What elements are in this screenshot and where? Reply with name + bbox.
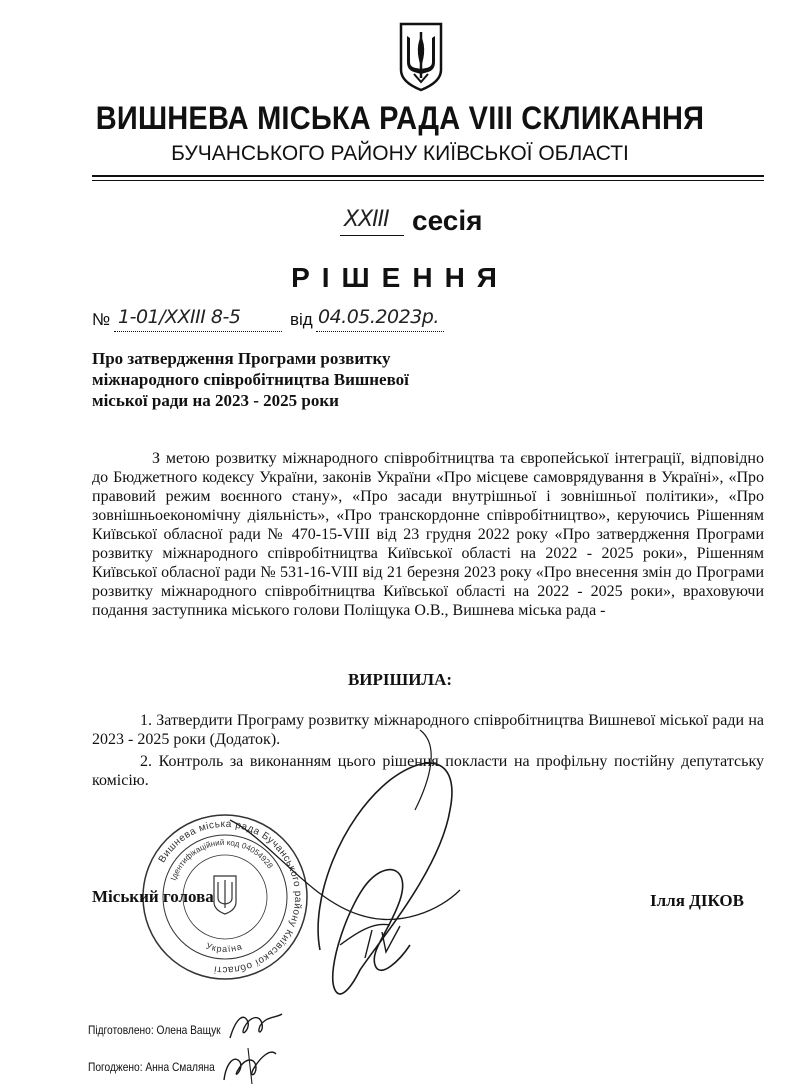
preamble-paragraph: З метою розвитку міжнародного співробітництва та європейської інтеграції, відповідно до Бюджетного кодексу України, законів України «Про місцеве самоврядування в Україні», «Про правовий режим воєнного стану», «Про засади внутрішньої і зовнішньої політики», «Про зовнішньоекономічну діяльність», «Про транскордонне співробітництво», керуючись Рішенням Київської обласної ради № 470-15-VIII від 23 грудня 2022 року «Про затвердження Програми розвитку міжнародного співробітництва Київської області на 2022 - 2025 роки», Рішенням Київської обласної ради № 531-16-VIII від 21 березня 2023 року «Про внесення змін до Програми розвитку міжнародного співробітництва Київської області на 2022 - 2025 роки», враховуючи подання заступника міського голови Поліщука О.В., Вишнева міська рада - — [92, 450, 764, 619]
number-underline — [114, 331, 282, 332]
decision-number: 1-01/XXIII 8-5 — [118, 306, 241, 328]
number-label: № — [92, 310, 111, 329]
org-region: БУЧАНСЬКОГО РАЙОНУ КИЇВСЬКОЇ ОБЛАСТІ — [171, 142, 629, 165]
prepared-by: Підготовлено: Олена Ващук — [88, 1023, 221, 1037]
date-underline — [316, 331, 444, 332]
stamp-code-text: Ідентифікаційний код 04054928 — [168, 837, 275, 882]
resolution-item-1: 1. Затвердити Програму розвитку міжнародного співробітництва Вишневої міської ради на 2023 - 2025 роки (Додаток). — [92, 712, 764, 748]
header-rule — [92, 175, 764, 177]
decision-date: 04.05.2023р. — [318, 306, 439, 328]
trident-icon — [398, 22, 444, 92]
session-number-underline — [340, 235, 404, 236]
decision-number-line — [92, 308, 472, 334]
session-number: XXIII — [344, 207, 389, 232]
signatory-title: Міський голова — [92, 887, 214, 906]
resolution-item-2: 2. Контроль за виконанням цього рішення покласти на профільну постійну депутатську комісію. — [92, 753, 764, 789]
stamp-outer-text: Вишнева міська рада Бучанського району Київської області — [156, 818, 304, 976]
header-rule-thin — [92, 180, 764, 181]
org-name: ВИШНЕВА МІСЬКА РАДА VIII СКЛИКАННЯ — [95, 101, 705, 137]
stamp-bottom-text: Україна — [204, 940, 244, 955]
decision-title: РІШЕННЯ — [291, 262, 509, 293]
session-label: сесія — [412, 205, 483, 236]
agreed-by: Погоджено: Анна Смаляна — [88, 1060, 215, 1074]
date-label: від — [290, 310, 313, 329]
resolved-heading: ВИРІШИЛА: — [347, 670, 453, 689]
signatory-name: Ілля ДІКОВ — [650, 891, 744, 910]
prepared-signature — [226, 1008, 286, 1046]
mayor-signature — [160, 700, 520, 1020]
decision-subject: Про затвердження Програми розвитку міжнародного співробітництва Вишневої міської ради на 2023 - 2025 роки — [92, 349, 409, 410]
agreed-signature — [218, 1044, 282, 1086]
